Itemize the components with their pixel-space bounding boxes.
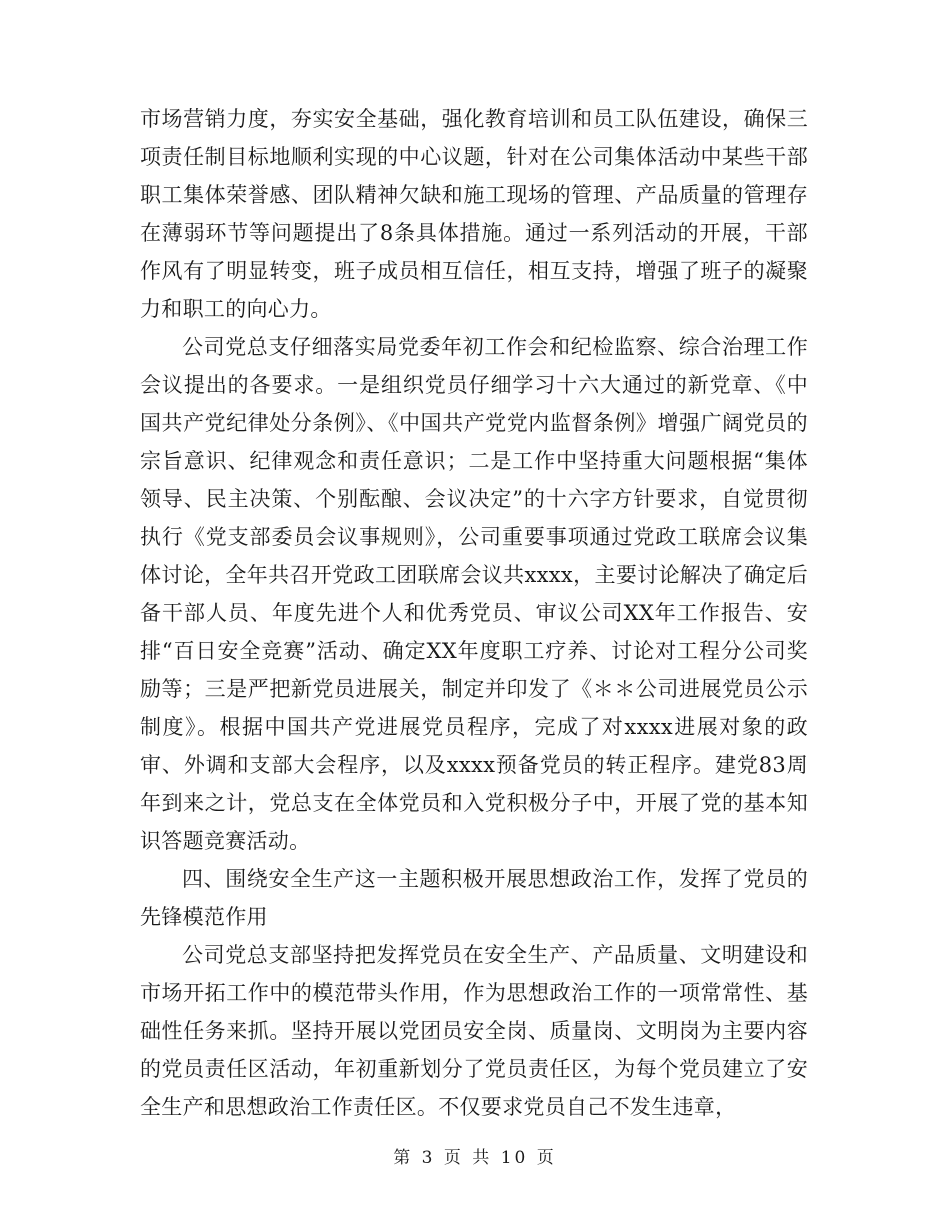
paragraph-2: 公司党总支仔细落实局党委年初工作会和纪检监察、综合治理工作会议提出的各要求。一是组织党员仔细学习十六大通过的新党章、《中国共产党纪律处分条例》、《中国共产党党内监督条例》增强广阔党员的宗旨意识、纪律观念和责任意识；二是工作中坚持重大问题根据“集体领导、民主决策、个别酝酿、会议决定”的十六字方针要求，自觉贯彻执行《党支部委员会议事规则》，公司重要事项通过党政工联席会议集体讨论，全年共召开党政工团联席会议共xxxx，主要讨论解决了确定后备干部人员、年度先进个人和优秀党员、审议公司XX年工作报告、安排“百日安全竞赛”活动、确定XX年度职工疗养、讨论对工程分公司奖励等；三是严把新党员进展关，制定并印发了《＊＊公司进展党员公示制度》。根据中国共产党进展党员程序，完成了对xxxx进展对象的政审、外调和支部大会程序，以及xxxx预备党员的转正程序。建党83周年到来之计，党总支在全体党员和入党积极分子中，开展了党的基本知识答题竞赛活动。 — [140, 335, 808, 853]
paragraph-1: 市场营销力度，夯实安全基础，强化教育培训和员工队伍建设，确保三项责任制目标地顺利实现的中心议题，针对在公司集体活动中某些干部职工集体荣誉感、团队精神欠缺和施工现场的管理、产品质量的管理存在薄弱环节等问题提出了8条具体措施。通过一系列活动的开展，干部作风有了明显转变，班子成员相互信任，相互支持，增强了班子的凝聚力和职工的向心力。 — [140, 107, 808, 321]
document-body — [140, 100, 808, 1126]
section-heading-4: 四、围绕安全生产这一主题积极开展思想政治工作，发挥了党员的先锋模范作用 — [140, 867, 808, 929]
paragraph-3: 公司党总支部坚持把发挥党员在安全生产、产品质量、文明建设和市场开拓工作中的模范带头作用，作为思想政治工作的一项常常性、基础性任务来抓。坚持开展以党团员安全岗、质量岗、文明岗为主要内容的党员责任区活动，年初重新划分了党员责任区，为每个党员建立了安全生产和思想政治工作责任区。不仅要求党员自己不发生违章， — [140, 943, 808, 1119]
page-number-footer: 第 3 页 共 10 页 — [393, 1148, 557, 1168]
